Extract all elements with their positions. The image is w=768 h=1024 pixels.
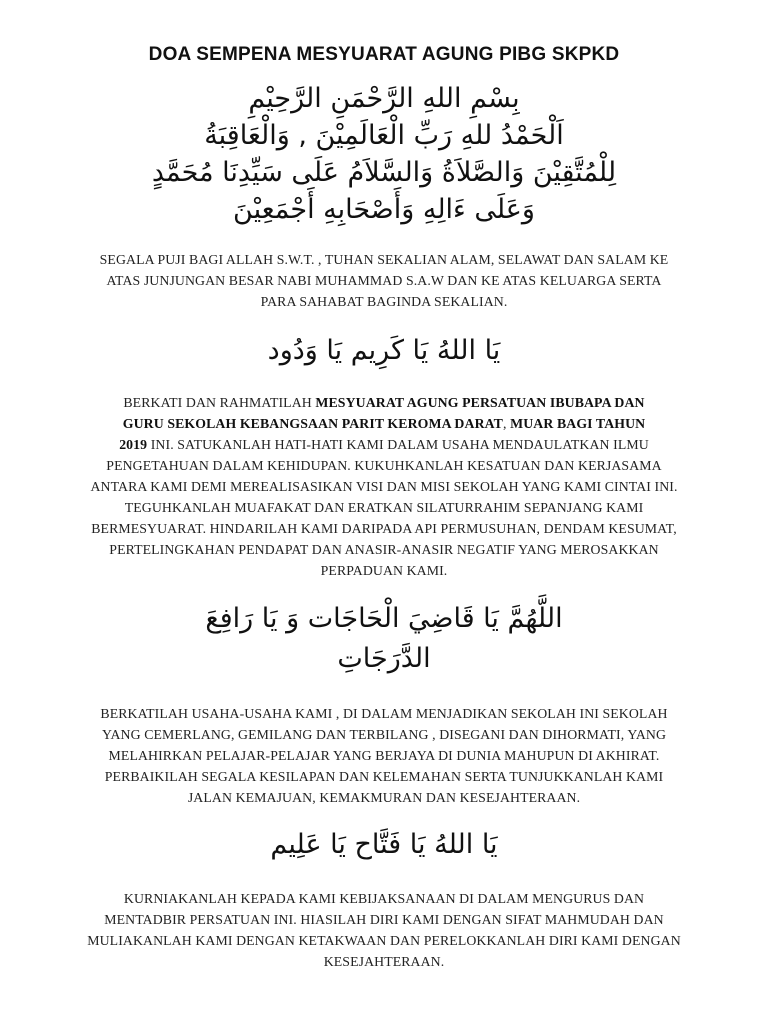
praise-paragraph [40, 249, 728, 312]
page-title: DOA SEMPENA MESYUARAT AGUNG PIBG SKPKD [148, 44, 620, 65]
arabic-line: اللَّهُمَّ يَا قَاضِيَ الْحَاجَات وَ يَا رَافِعَ [205, 603, 563, 634]
paragraph-line: PENGETAHUAN DALAM KEHIDUPAN. KUKUHKANLAH KESATUAN DAN KERJASAMA [106, 458, 662, 473]
paragraph-line: YANG CEMERLANG, GEMILANG DAN TERBILANG , DISEGANI DAN DIHORMATI, YANG [101, 727, 667, 742]
paragraph-line [40, 434, 728, 455]
paragraph-line: TEGUHKANLAH MUAFAKAT DAN ERATKAN SILATURRAHIM SEPANJANG KAMI [124, 500, 644, 515]
arabic-line: لِلْمُتَّقِيْنَ وَالصَّلاَةُ وَالسَّلاَمُ عَلَى سَيِّدِنَا مُحَمَّدٍ [151, 157, 617, 188]
paragraph-line: BERMESYUARAT. HINDARILAH KAMI DARIPADA API PERMUSUHAN, DENDAM KESUMAT, [91, 521, 677, 536]
arabic-line: يَا اللهُ يَا كَرِيم يَا وَدُود [267, 335, 501, 366]
paragraph-text: BERKATI DAN RAHMATILAH [123, 395, 316, 410]
paragraph-line [40, 392, 728, 413]
paragraph-line: PERTELINGKAHAN PENDAPAT DAN ANASIR-ANASIR NEGATIF YANG MEROSAKKAN [109, 542, 659, 557]
paragraph-line: PERPADUAN KAMI. [320, 563, 448, 578]
arabic-invocation-kareem [40, 332, 728, 370]
arabic-line: اَلْحَمْدُ للهِ رَبِّ الْعَالَمِيْنَ , وَالْعَاقِبَةُ [204, 120, 564, 151]
meeting-name-bold: MESYUARAT AGUNG PERSATUAN IBUBAPA DAN [315, 395, 645, 410]
paragraph-line: MULIAKANLAH KAMI DENGAN KETAKWAAN DAN PERELOKKANLAH DIRI KAMI DENGAN [87, 933, 681, 948]
opening-arabic-prayer [40, 80, 728, 228]
arabic-line: وَعَلَى ءَالِهِ وَأَصْحَابِهِ أَجْمَعِيْنَ [233, 194, 535, 225]
arabic-line: بِسْمِ اللهِ الرَّحْمَنِ الرَّحِيْمِ [248, 83, 520, 114]
paragraph-line: BERKATILAH USAHA-USAHA KAMI , DI DALAM MENJADIKAN SEKOLAH INI SEKOLAH [100, 706, 668, 721]
year-bold: 2019 [119, 437, 148, 452]
paragraph-line: PERBAIKILAH SEGALA KESILAPAN DAN KELEMAHAN SERTA TUNJUKKANLAH KAMI [104, 769, 664, 784]
paragraph-line [40, 413, 728, 434]
paragraph-line: MENTADBIR PERSATUAN INI. HIASILAH DIRI KAMI DENGAN SIFAT MAHMUDAH DAN [104, 912, 664, 927]
paragraph-line: ATAS JUNJUNGAN BESAR NABI MUHAMMAD S.A.W DAN KE ATAS KELUARGA SERTA [106, 273, 662, 288]
paragraph-line: KURNIAKANLAH KEPADA KAMI KEBIJAKSANAAN DI DALAM MENGURUS DAN [123, 891, 645, 906]
effort-paragraph [40, 703, 728, 808]
school-name-bold: GURU SEKOLAH KEBANGSAAN PARIT KEROMA DARAT [122, 416, 503, 431]
arabic-line: يَا اللهُ يَا فَتَّاح يَا عَلِيم [270, 829, 498, 860]
blessing-paragraph [40, 392, 728, 581]
location-bold: MUAR BAGI TAHUN [510, 416, 646, 431]
arabic-line: الدَّرَجَاتِ [337, 643, 431, 674]
paragraph-line: KESEJAHTERAAN. [323, 954, 445, 969]
paragraph-text: INI. SATUKANLAH HATI-HATI KAMI DALAM USAHA MENDAULATKAN ILMU [147, 437, 649, 452]
paragraph-line: ANTARA KAMI DEMI MEREALISASIKAN VISI DAN MISI SEKOLAH YANG KAMI CINTAI INI. [90, 479, 678, 494]
paragraph-text: , [502, 416, 511, 431]
arabic-invocation-fattah [40, 826, 728, 864]
wisdom-paragraph [40, 888, 728, 972]
paragraph-line: MELAHIRKAN PELAJAR-PELAJAR YANG BERJAYA DI DUNIA MAHUPUN DI AKHIRAT. [108, 748, 660, 763]
paragraph-line: JALAN KEMAJUAN, KEMAKMURAN DAN KESEJAHTERAAN. [187, 790, 581, 805]
arabic-invocation-qadi [40, 599, 728, 679]
paragraph-line: PARA SAHABAT BAGINDA SEKALIAN. [260, 294, 508, 309]
paragraph-line: SEGALA PUJI BAGI ALLAH S.W.T. , TUHAN SEKALIAN ALAM, SELAWAT DAN SALAM KE [99, 252, 669, 267]
